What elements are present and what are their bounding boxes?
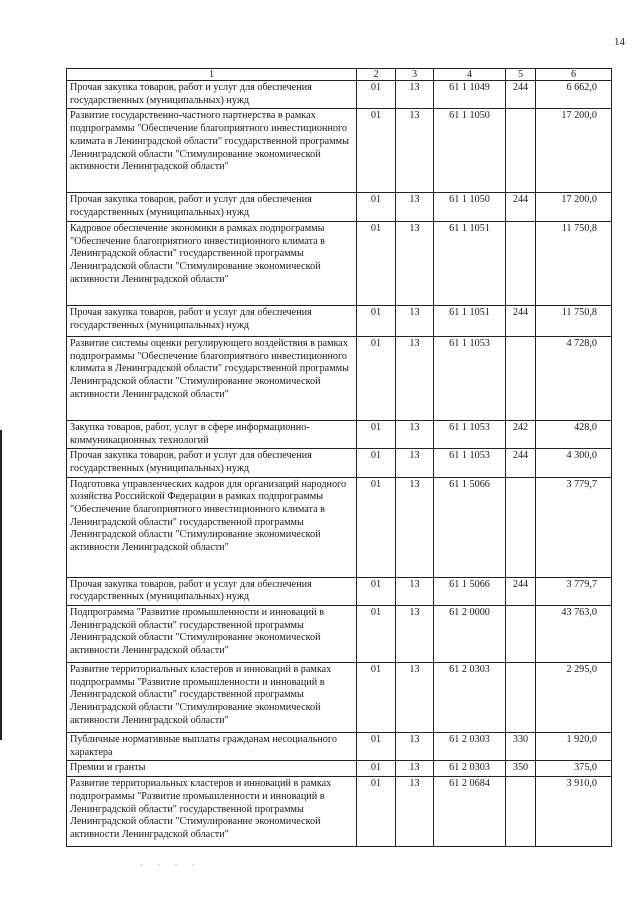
section-code: 01 — [357, 305, 396, 336]
expense-type-code — [506, 477, 536, 577]
target-article-code: 61 2 0303 — [434, 733, 506, 761]
amount: 4 300,0 — [536, 449, 612, 477]
subsection-code: 13 — [396, 336, 434, 420]
subsection-code: 13 — [396, 761, 434, 777]
target-article-code: 61 1 1050 — [434, 109, 506, 193]
table-row — [67, 761, 612, 777]
section-code: 01 — [357, 221, 396, 305]
subsection-code: 13 — [396, 81, 434, 109]
target-article-code: 61 1 1053 — [434, 420, 506, 448]
subsection-code: 13 — [396, 109, 434, 193]
subsection-code: 13 — [396, 449, 434, 477]
table-row — [67, 449, 612, 477]
target-article-code: 61 1 1050 — [434, 193, 506, 221]
item-name: Прочая закупка товаров, работ и услуг для обеспечения государственных (муниципальных) нужд — [67, 577, 357, 605]
item-name: Закупка товаров, работ, услуг в сфере информационно-коммуникационных технологий — [67, 420, 357, 448]
expense-type-code: 242 — [506, 420, 536, 448]
column-header: 4 — [434, 69, 506, 81]
expense-type-code — [506, 606, 536, 663]
table-row — [67, 221, 612, 305]
target-article-code: 61 1 5066 — [434, 477, 506, 577]
amount: 375,0 — [536, 761, 612, 777]
subsection-code: 13 — [396, 733, 434, 761]
amount: 1 920,0 — [536, 733, 612, 761]
expense-type-code: 244 — [506, 193, 536, 221]
subsection-code: 13 — [396, 193, 434, 221]
section-code: 01 — [357, 733, 396, 761]
expense-type-code: 244 — [506, 305, 536, 336]
table-row — [67, 777, 612, 847]
target-article-code: 61 2 0000 — [434, 606, 506, 663]
target-article-code: 61 1 1049 — [434, 81, 506, 109]
section-code: 01 — [357, 606, 396, 663]
subsection-code: 13 — [396, 606, 434, 663]
subsection-code: 13 — [396, 305, 434, 336]
page-number: 14 — [614, 36, 625, 48]
table-row — [67, 606, 612, 663]
expense-type-code — [506, 336, 536, 420]
table-row — [67, 577, 612, 605]
expense-type-code: 244 — [506, 577, 536, 605]
column-header: 2 — [357, 69, 396, 81]
amount: 6 662,0 — [536, 81, 612, 109]
amount: 4 728,0 — [536, 336, 612, 420]
amount: 2 295,0 — [536, 663, 612, 733]
target-article-code: 61 1 5066 — [434, 577, 506, 605]
section-code: 01 — [357, 577, 396, 605]
amount: 3 910,0 — [536, 777, 612, 847]
amount: 17 200,0 — [536, 109, 612, 193]
expense-type-code: 330 — [506, 733, 536, 761]
expense-type-code — [506, 777, 536, 847]
subsection-code: 13 — [396, 420, 434, 448]
column-header: 6 — [536, 69, 612, 81]
section-code: 01 — [357, 777, 396, 847]
subsection-code: 13 — [396, 663, 434, 733]
section-code: 01 — [357, 336, 396, 420]
amount: 11 750,8 — [536, 305, 612, 336]
budget-table-body — [67, 69, 612, 847]
item-name: Премии и гранты — [67, 761, 357, 777]
target-article-code: 61 2 0303 — [434, 761, 506, 777]
section-code: 01 — [357, 420, 396, 448]
amount: 11 750,8 — [536, 221, 612, 305]
subsection-code: 13 — [396, 477, 434, 577]
budget-table — [66, 68, 612, 847]
target-article-code: 61 1 1051 — [434, 221, 506, 305]
section-code: 01 — [357, 109, 396, 193]
section-code: 01 — [357, 477, 396, 577]
item-name: Прочая закупка товаров, работ и услуг для обеспечения государственных (муниципальных) нужд — [67, 193, 357, 221]
expense-type-code — [506, 663, 536, 733]
table-row — [67, 420, 612, 448]
table-row — [67, 663, 612, 733]
target-article-code: 61 2 0684 — [434, 777, 506, 847]
section-code: 01 — [357, 761, 396, 777]
item-name: Подготовка управленческих кадров для организаций народного хозяйства Российской Федерации в рамках подпрограммы "Обеспечение благоприятного инвестиционного климата в Ленинградской области" государственной программы Ленинградской области "Стимулирование экономической активности Ленинградской области" — [67, 477, 357, 577]
expense-type-code: 350 — [506, 761, 536, 777]
target-article-code: 61 1 1051 — [434, 305, 506, 336]
expense-type-code: 244 — [506, 81, 536, 109]
table-row — [67, 305, 612, 336]
table-row — [67, 733, 612, 761]
item-name: Развитие системы оценки регулирующего воздействия в рамках подпрограммы "Обеспечение благоприятного инвестиционного климата в Ленинградской области" государственной программы Ленинградской области "Стимулирование экономической активности Ленинградской области" — [67, 336, 357, 420]
item-name: Развитие государственно-частного партнерства в рамках подпрограммы "Обеспечение благоприятного инвестиционного климата в Ленинградской области" государственной программы Ленинградской области "Стимулирование экономической активности Ленинградской области" — [67, 109, 357, 193]
table-row — [67, 193, 612, 221]
amount: 17 200,0 — [536, 193, 612, 221]
target-article-code: 61 1 1053 — [434, 336, 506, 420]
scan-edge-mark — [0, 430, 2, 740]
target-article-code: 61 1 1053 — [434, 449, 506, 477]
item-name: Развитие территориальных кластеров и инноваций в рамках подпрограммы "Развитие промышленности и инноваций в Ленинградской области" государственной программы Ленинградской области "Стимулирование экономической активности Ленинградской области" — [67, 663, 357, 733]
item-name: Прочая закупка товаров, работ и услуг для обеспечения государственных (муниципальных) нужд — [67, 449, 357, 477]
item-name: Подпрограмма "Развитие промышленности и инноваций в Ленинградской области" государственной программы Ленинградской области "Стимулирование экономической активности Ленинградской области" — [67, 606, 357, 663]
amount: 428,0 — [536, 420, 612, 448]
item-name: Публичные нормативные выплаты гражданам несоциального характера — [67, 733, 357, 761]
column-header: 5 — [506, 69, 536, 81]
item-name: Прочая закупка товаров, работ и услуг для обеспечения государственных (муниципальных) нужд — [67, 81, 357, 109]
column-header: 1 — [67, 69, 357, 81]
table-row — [67, 477, 612, 577]
expense-type-code — [506, 221, 536, 305]
item-name: Развитие территориальных кластеров и инноваций в рамках подпрограммы "Развитие промышленности и инноваций в Ленинградской области" государственной программы Ленинградской области "Стимулирование экономической активности Ленинградской области" — [67, 777, 357, 847]
scan-noise: · · · · — [140, 860, 201, 870]
subsection-code: 13 — [396, 777, 434, 847]
section-code: 01 — [357, 81, 396, 109]
expense-type-code — [506, 109, 536, 193]
amount: 3 779,7 — [536, 477, 612, 577]
amount: 43 763,0 — [536, 606, 612, 663]
subsection-code: 13 — [396, 221, 434, 305]
column-header: 3 — [396, 69, 434, 81]
section-code: 01 — [357, 449, 396, 477]
table-row — [67, 336, 612, 420]
table-header-row — [67, 69, 612, 81]
section-code: 01 — [357, 193, 396, 221]
table-row — [67, 81, 612, 109]
subsection-code: 13 — [396, 577, 434, 605]
amount: 3 779,7 — [536, 577, 612, 605]
target-article-code: 61 2 0303 — [434, 663, 506, 733]
table-row — [67, 109, 612, 193]
item-name: Кадровое обеспечение экономики в рамках подпрограммы "Обеспечение благоприятного инвестиционного климата в Ленинградской области" государственной программы Ленинградской области "Стимулирование экономической активности Ленинградской области" — [67, 221, 357, 305]
item-name: Прочая закупка товаров, работ и услуг для обеспечения государственных (муниципальных) нужд — [67, 305, 357, 336]
expense-type-code: 244 — [506, 449, 536, 477]
section-code: 01 — [357, 663, 396, 733]
